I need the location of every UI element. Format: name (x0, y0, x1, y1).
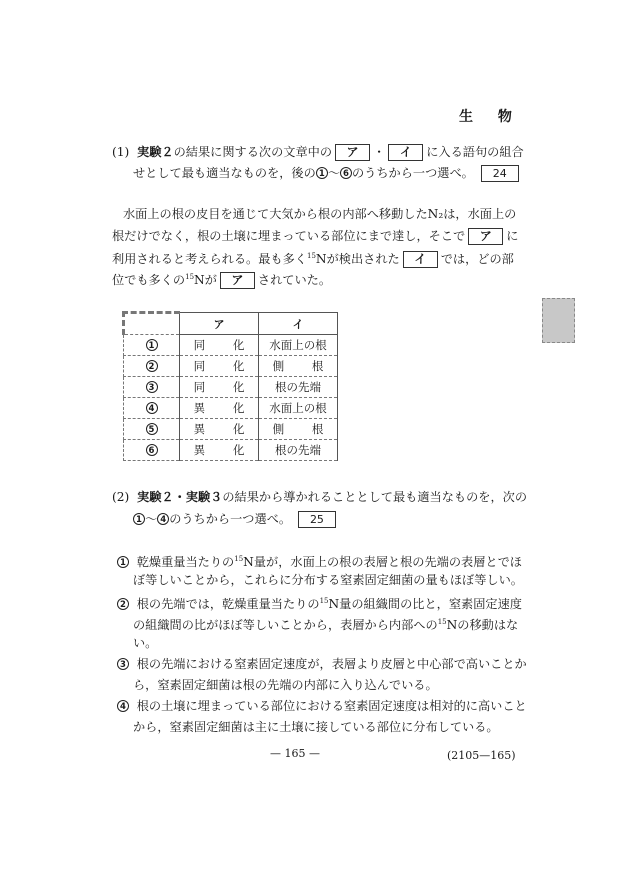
option-text: の組織間の比がほぼ等しいことから，表層から内部への (133, 618, 438, 632)
choice-i-text: 側 根 (272, 422, 336, 436)
blank-box-i: イ (403, 251, 438, 268)
circled-number: 4 (117, 700, 129, 712)
table-header-row (124, 313, 338, 335)
option-text: 根の先端における窒素固定速度が，表層より皮層と中心部で高いことか (136, 657, 527, 671)
tilde: 〜 (145, 512, 158, 526)
choice-number-cell (124, 377, 180, 398)
option-text: 根の先端では，乾燥重量当たりの (136, 597, 320, 611)
passage-text: に (506, 229, 519, 243)
subject-heading: 生 物 (459, 109, 522, 125)
isotope-superscript: 15 (437, 618, 447, 626)
option-3-line-2: ら，窒素固定細菌は根の先端の内部に入り込んでいる。 (133, 678, 438, 692)
q2-text: の結果から導かれることとして最も適当なものを，次の (222, 490, 528, 504)
circled-number: 3 (146, 381, 158, 393)
option-text: Nの移動はな (446, 618, 519, 632)
passage-text: 利用されると考えられる。最も多く (112, 252, 307, 266)
passage-text: 根だけでなく，根の土壌に埋まっている部位にまで達し，そこで (112, 229, 466, 243)
choice-i-cell (259, 419, 338, 440)
circled-number: 1 (117, 556, 129, 568)
q1-text: に入る語句の組合 (426, 145, 524, 159)
circled-number: 1 (316, 167, 328, 179)
q2-text: のうちから一つ選べ。 (169, 512, 292, 526)
q1-experiment-label: 実験２ (137, 145, 174, 159)
choice-i-text: 側 根 (272, 359, 336, 373)
isotope-superscript: 15 (185, 273, 195, 281)
circled-number: 4 (146, 402, 158, 414)
separator: ・ (373, 145, 386, 159)
circled-number: 1 (146, 339, 158, 351)
option-4-line-1[interactable] (117, 699, 527, 713)
choice-number-cell (124, 335, 180, 356)
table-row[interactable] (124, 335, 338, 356)
circled-number: 2 (117, 598, 129, 610)
tilde: 〜 (327, 166, 340, 180)
blank-box-a: ア (468, 228, 503, 245)
choice-a-text: 同 化 (193, 380, 257, 394)
passage-text: では，どの部 (440, 252, 514, 266)
option-2-line-1[interactable] (117, 594, 522, 611)
option-3-line-1[interactable] (117, 657, 527, 671)
table-header-a: ア (180, 313, 259, 335)
blank-box-a: ア (335, 144, 370, 161)
circled-number: 1 (133, 513, 145, 525)
blank-box-a: ア (220, 272, 255, 289)
isotope-superscript: 15 (319, 597, 329, 605)
isotope-superscript: 15 (234, 555, 244, 563)
passage-line-2 (112, 228, 518, 245)
isotope-superscript: 15 (307, 252, 316, 260)
passage-line-3 (112, 249, 514, 268)
choices-table (122, 311, 338, 461)
option-2-line-3: い。 (133, 636, 158, 650)
option-text: 根の土壌に埋まっている部位における窒素固定速度は相対的に高いこと (136, 699, 527, 713)
q2-experiment-label-1: 実験２ (137, 490, 174, 504)
choice-i-cell: 根の先端 (259, 377, 338, 398)
choice-a-cell (180, 419, 259, 440)
choice-a-cell (180, 440, 259, 461)
choice-number-cell (124, 419, 180, 440)
option-text: N量の組織間の比と，窒素固定速度 (328, 597, 522, 611)
q2-number: (2) (112, 490, 130, 504)
table-header-blank (124, 313, 180, 335)
q1-line-2 (133, 165, 522, 182)
answer-box-24[interactable]: 24 (481, 165, 519, 182)
choice-a-cell (180, 398, 259, 419)
section-tab-marker (542, 298, 575, 343)
choice-number-cell (124, 398, 180, 419)
choice-i-cell: 根の先端 (259, 440, 338, 461)
separator: ・ (173, 490, 186, 504)
q1-text: せとして最も適当なものを，後の (133, 166, 316, 180)
choice-a-cell (180, 377, 259, 398)
option-1-line-2: ぼ等しいことから，これらに分布する窒素固定細菌の量もほぼ等しい。 (133, 573, 523, 587)
table-row[interactable] (124, 377, 338, 398)
table-row[interactable] (124, 419, 338, 440)
circled-number: 6 (340, 167, 352, 179)
circled-number: 5 (146, 423, 158, 435)
circled-number: 3 (117, 658, 129, 670)
choice-number-cell (124, 356, 180, 377)
choice-a-text: 異 化 (193, 443, 257, 457)
choice-a-text: 異 化 (193, 422, 257, 436)
choice-a-cell (180, 356, 259, 377)
option-text: N量が，水面上の根の表層と根の先端の表層とでほ (243, 555, 522, 569)
page-number: — 165 — (270, 747, 320, 760)
passage-text: 位でも多くの (112, 273, 186, 287)
q1-text: の結果に関する次の文章中の (173, 145, 333, 159)
blank-box-i: イ (388, 144, 423, 161)
table-row[interactable] (124, 356, 338, 377)
choice-a-cell (180, 335, 259, 356)
circled-number: 2 (146, 360, 158, 372)
passage-text: Nが検出された (315, 252, 400, 266)
option-1-line-1[interactable] (117, 552, 522, 569)
choice-i-cell (259, 356, 338, 377)
table-row[interactable] (124, 398, 338, 419)
passage-text: されていた。 (257, 273, 332, 287)
q1-line-1 (112, 144, 524, 161)
table-row[interactable] (124, 440, 338, 461)
circled-number: 6 (146, 444, 158, 456)
q1-text: のうちから一つ選べ。 (352, 166, 474, 180)
answer-box-25[interactable]: 25 (298, 511, 336, 528)
q1-number: (1) (112, 145, 130, 159)
q2-line-1 (112, 490, 527, 504)
option-4-line-2: から，窒素固定細菌は主に土壌に接している部位に分布している。 (133, 720, 499, 734)
passage-line-1: 水面上の根の皮目を通じて大気から根の内部へ移動したN₂は，水面上の (123, 207, 517, 221)
choice-a-text: 異 化 (193, 401, 257, 415)
option-2-line-2 (133, 615, 518, 632)
choice-number-cell (124, 440, 180, 461)
option-text: 乾燥重量当たりの (136, 555, 235, 569)
document-code: (2105—165) (447, 749, 516, 762)
passage-text: Nが (194, 273, 217, 287)
passage-line-4 (112, 270, 331, 289)
q2-experiment-label-2: 実験３ (185, 490, 223, 504)
circled-number: 4 (157, 513, 169, 525)
choice-i-cell: 水面上の根 (259, 335, 338, 356)
choice-i-cell: 水面上の根 (259, 398, 338, 419)
table-header-i: イ (259, 313, 338, 335)
q2-line-2 (133, 511, 339, 528)
choice-a-text: 同 化 (193, 338, 257, 352)
choice-a-text: 同 化 (193, 359, 257, 373)
